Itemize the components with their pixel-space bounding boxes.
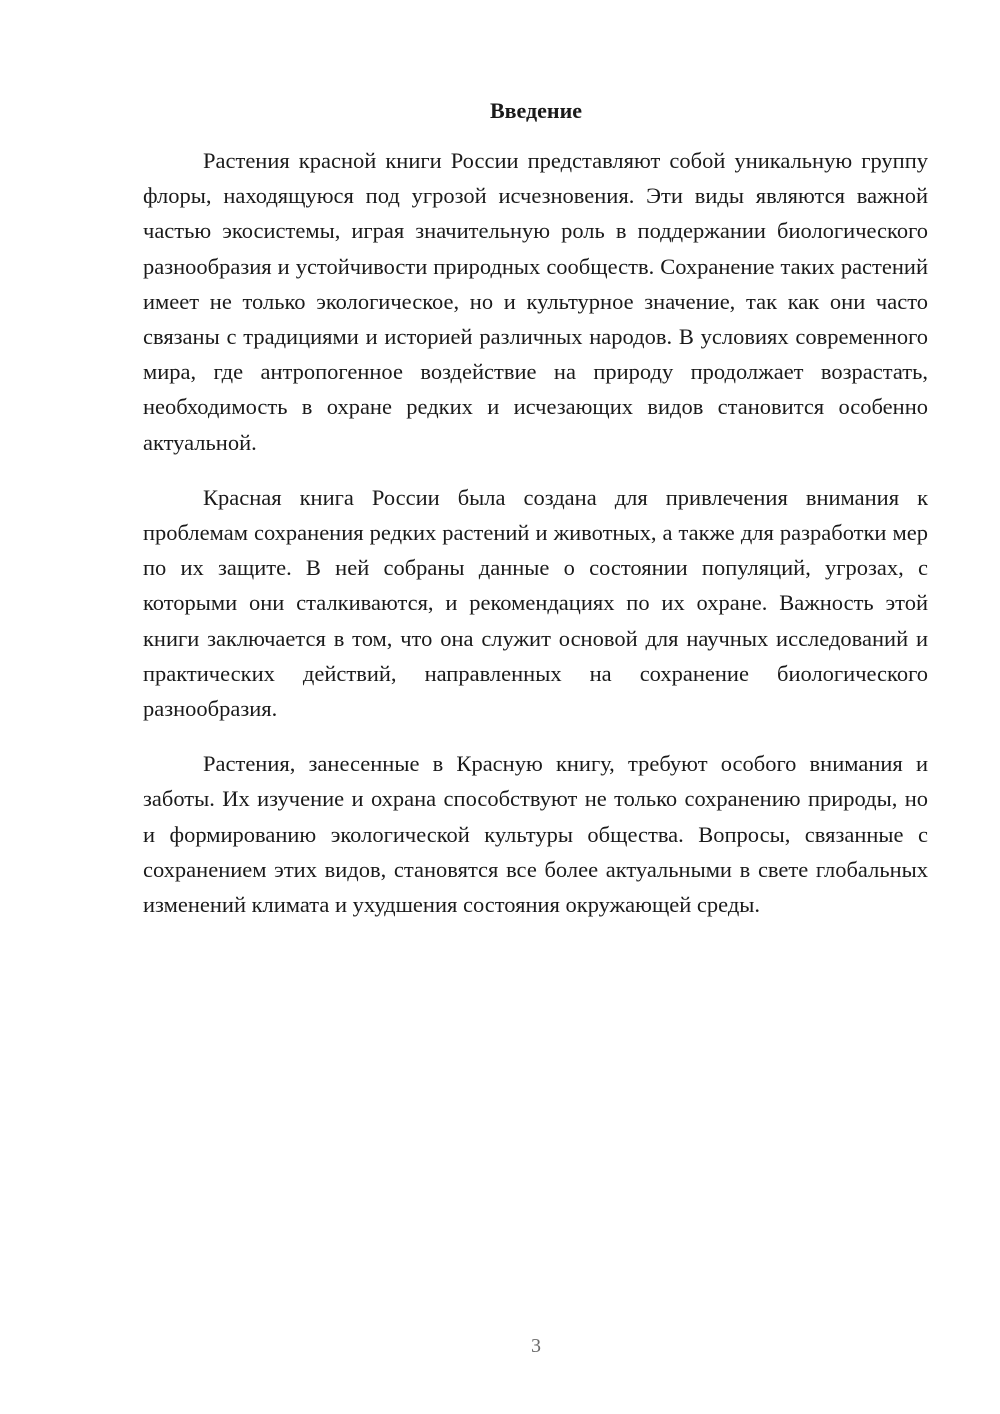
body-text <box>143 143 928 942</box>
section-heading: Введение <box>489 98 583 123</box>
paragraph-3: Растения, занесенные в Красную книгу, требуют особого внимания и заботы. Их изучение и охрана способствуют не только сохранению природы, но и формированию экологической культуры общества. Вопросы, связанные с сохранением этих видов, становятся все более актуальными в свете глобальных изменений климата и ухудшения состояния окружающей среды. <box>143 751 928 918</box>
paragraph-2: Красная книга России была создана для привлечения внимания к проблемам сохранения редких растений и животных, а также для разработки мер по их защите. В ней собраны данные о состоянии популяций, угрозах, с которыми они сталкиваются, и рекомендациях по их охране. Важность этой книги заключается в том, что она служит основой для научных исследований и практических действий, направленных на сохранение биологического разнообразия. <box>143 484 928 722</box>
paragraph-1: Растения красной книги России представляют собой уникальную группу флоры, находящуюся под угрозой исчезновения. Эти виды являются важной частью экосистемы, играя значительную роль в поддержании биологического разнообразия и устойчивости природных сообществ. Сохранение таких растений имеет не только экологическое, но и культурное значение, так как они часто связаны с традициями и историей различных народов. В условиях современного мира, где антропогенное воздействие на природу продолжает возрастать, необходимость в охране редких и исчезающих видов становится особенно актуальной. <box>143 148 928 455</box>
page-number: 3 <box>531 1335 541 1357</box>
